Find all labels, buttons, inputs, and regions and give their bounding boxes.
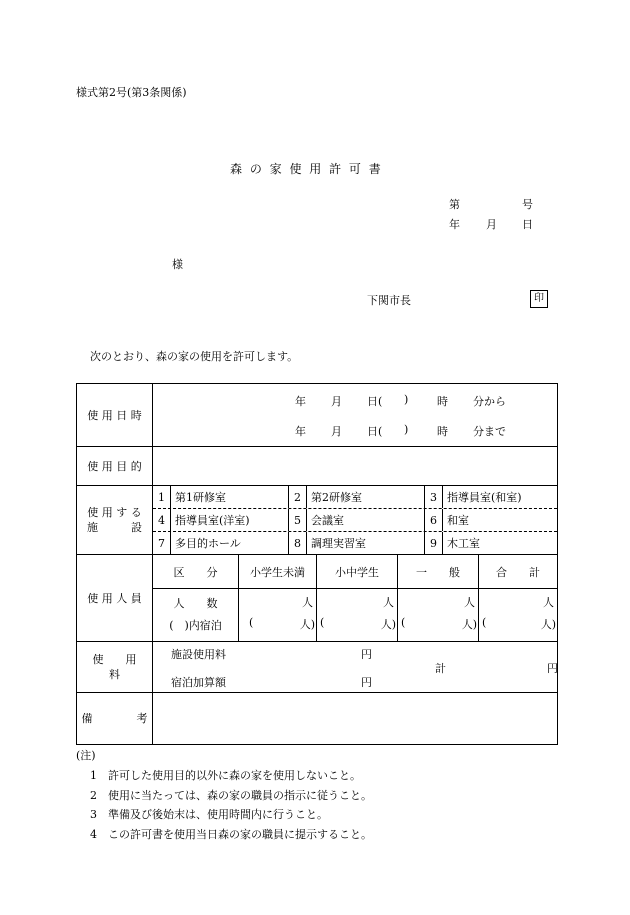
- facility-name: 第2研修室: [311, 491, 362, 504]
- stay-open: (: [401, 616, 406, 629]
- from-hour: 時: [437, 395, 448, 408]
- fee-total-yen: 円: [547, 662, 558, 675]
- date-month: 月: [486, 218, 497, 231]
- count-unit: 人: [464, 596, 475, 609]
- datetime-label: 使 用 日 時: [77, 384, 153, 447]
- count-cell: [316, 589, 397, 641]
- date-day: 日: [522, 218, 533, 231]
- purpose-row: [77, 447, 558, 486]
- to-minute: 分まで: [473, 425, 506, 438]
- stay-open: (: [249, 616, 254, 629]
- facility-num: 8: [289, 532, 307, 554]
- issue-no-suffix: 号: [522, 198, 533, 211]
- facility-fee-label: 施設使用料: [171, 648, 226, 661]
- facility-name: 木工室: [447, 537, 480, 550]
- fee-total-label: 計: [435, 662, 446, 675]
- stay-unit: 人): [380, 618, 396, 631]
- issue-no-prefix: 第: [449, 198, 460, 211]
- count-unit: 人: [543, 596, 554, 609]
- remarks-label: 備 考: [77, 693, 153, 745]
- facilities-label-line2: 施 設: [87, 521, 142, 534]
- recipient-suffix: 様: [172, 258, 183, 271]
- facility-row: [153, 486, 557, 508]
- facility-num: 5: [289, 509, 307, 531]
- facility-name: 多目的ホール: [175, 537, 241, 550]
- to-year: 年: [295, 425, 306, 438]
- remarks-cell: [153, 693, 558, 745]
- facilities-cell: [153, 486, 558, 555]
- users-cell: [153, 555, 558, 642]
- permit-table: [76, 383, 558, 745]
- users-count-row: [153, 589, 557, 641]
- remarks-row: [77, 693, 558, 745]
- count-unit: 人: [302, 596, 313, 609]
- seal-icon: 印: [530, 290, 548, 308]
- purpose-cell: [153, 447, 558, 486]
- facility-name: 指導員室(洋室): [175, 514, 250, 527]
- users-label: 使 用 人 員: [77, 555, 153, 642]
- stay-label: ( )内宿泊: [169, 619, 222, 632]
- facility-row: [153, 508, 557, 531]
- facility-num: 7: [153, 532, 171, 554]
- users-header: 合 計: [478, 555, 557, 588]
- facility-name: 会議室: [311, 514, 344, 527]
- stay-fee-yen: 円: [361, 676, 372, 689]
- facility-num: 4: [153, 509, 171, 531]
- from-month: 月: [331, 395, 342, 408]
- count-cell: [478, 589, 557, 641]
- to-day: 日(: [367, 425, 383, 438]
- users-header: 区 分: [173, 565, 218, 579]
- users-count-labels: [153, 589, 238, 641]
- from-year: 年: [295, 395, 306, 408]
- stay-unit: 人): [461, 618, 477, 631]
- to-month: 月: [331, 425, 342, 438]
- users-header: 小中学生: [316, 555, 397, 588]
- count-label: 人 数: [173, 597, 218, 610]
- facilities-row: [77, 486, 558, 555]
- users-header: 小学生未満: [238, 555, 316, 588]
- fee-label: 使 用 料: [77, 642, 153, 693]
- stay-fee-label: 宿泊加算額: [171, 676, 226, 689]
- count-unit: 人: [383, 596, 394, 609]
- datetime-row: [77, 384, 558, 447]
- from-minute: 分から: [473, 395, 506, 408]
- fee-cell: [153, 642, 558, 693]
- to-hour: 時: [437, 425, 448, 438]
- stay-unit: 人): [540, 618, 556, 631]
- count-cell: [238, 589, 316, 641]
- facility-num: 1: [153, 486, 171, 508]
- from-close: ): [404, 393, 409, 406]
- from-day: 日(: [367, 395, 383, 408]
- facilities-label-line1: 使 用 す る: [87, 506, 142, 519]
- users-header: 一 般: [397, 555, 478, 588]
- facility-name: 指導員室(和室): [447, 491, 522, 504]
- stay-open: (: [320, 616, 325, 629]
- facility-num: 6: [425, 509, 443, 531]
- page-title: 森 の 家 使 用 許 可 書: [230, 162, 383, 176]
- fee-row: [77, 642, 558, 693]
- users-header-row: [153, 555, 557, 589]
- datetime-cell: [153, 384, 558, 447]
- notes-heading: (注): [76, 749, 96, 762]
- facility-name: 調理実習室: [311, 537, 366, 550]
- note-item: 4 この許可書を使用当日森の家の職員に提示すること。: [90, 828, 372, 841]
- date-year: 年: [449, 218, 460, 231]
- facilities-label: [77, 486, 153, 555]
- facility-num: 2: [289, 486, 307, 508]
- stay-open: (: [482, 616, 487, 629]
- facility-num: 3: [425, 486, 443, 508]
- facility-row: [153, 531, 557, 554]
- facility-name: 第1研修室: [175, 491, 226, 504]
- issuer-name: 下関市長: [367, 294, 411, 307]
- form-number: 様式第2号(第3条関係): [76, 86, 187, 99]
- note-item: 1 許可した使用目的以外に森の家を使用しないこと。: [90, 769, 361, 782]
- facility-fee-yen: 円: [361, 648, 372, 661]
- facility-name: 和室: [447, 514, 469, 527]
- purpose-label: 使 用 目 的: [77, 447, 153, 486]
- stay-unit: 人): [299, 618, 315, 631]
- note-item: 3 準備及び後始末は、使用時間内に行うこと。: [90, 808, 328, 821]
- facility-num: 9: [425, 532, 443, 554]
- note-item: 2 使用に当たっては、森の家の職員の指示に従うこと。: [90, 789, 372, 802]
- count-cell: [397, 589, 478, 641]
- intro-text: 次のとおり、森の家の使用を許可します。: [90, 350, 299, 363]
- to-close: ): [404, 423, 409, 436]
- users-row: [77, 555, 558, 642]
